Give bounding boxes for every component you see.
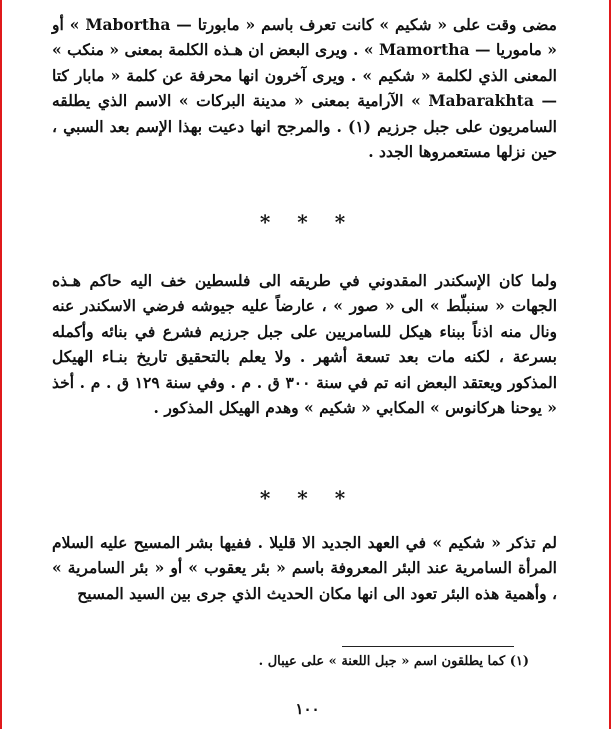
paragraph-3 — [52, 530, 557, 606]
footnote-divider — [342, 646, 514, 647]
paragraph-2 — [52, 268, 557, 420]
footnote: (١) كما يطلقون اسم « جبل اللعنة » على عيبال . — [258, 654, 529, 669]
section-separator-2: * * * — [259, 486, 356, 510]
section-separator-1: * * * — [259, 210, 356, 234]
page-number: ١٠٠ — [295, 700, 320, 718]
paragraph-1 — [52, 12, 557, 164]
paragraph-1-text: مضى وقت على « شكيم » كانت تعرف باسم « مابورتا — Mabortha » أو « ماموريا — Mamortha » . ويرى البعض ان هـذه الكلمة بمعنى « منكب » المعنى الذي لكلمة « شكيم » . ويرى آخرون انها محرفة عن كلمة « مابار كتا — Mabarakhta » الآرامية بمعنى « مدينة البركات » الاسم الذي يطلقه السامريون على جبل جرزيم (١) . والمرجح انها دعيت بهذا الإسم بعد السبي ، حين نزلها مستعمروها الجدد . — [52, 15, 557, 162]
paragraph-2-text: ولما كان الإسكندر المقدوني في طريقه الى فلسطين خف اليه حاكم هـذه الجهات « سنبلّط » الى « صور » ، عارضاً عليه جيوشه فرضي الاسكندر عنه ونال منه اذناً ببناء هيكل للسامريين على جبل جرزيم فشرع في بنائه وأكمله بسرعة ، لكنه مات بعد تسعة أشهر . ولا يعلم بالتحقيق تاريخ بنـاء الهيكل المذكور ويعتقد البعض انه تم في سنة ٣٠٠ ق . م . وفي سنة ١٢٩ ق . م . أخذ « يوحنا هركانوس » المكابي « شكيم » وهدم الهيكل المذكور . — [52, 271, 558, 418]
paragraph-3-text: لم تذكر « شكيم » في العهد الجديد الا قليلا . ففيها بشر المسيح عليه السلام المرأة السامرية عند البئر المعروفة باسم « بئر يعقوب » أو « بئر السامرية » ، وأهمية هذه البئر تعود الى انها مكان الحديث الذي جرى بين السيد المسيح — [52, 533, 557, 603]
